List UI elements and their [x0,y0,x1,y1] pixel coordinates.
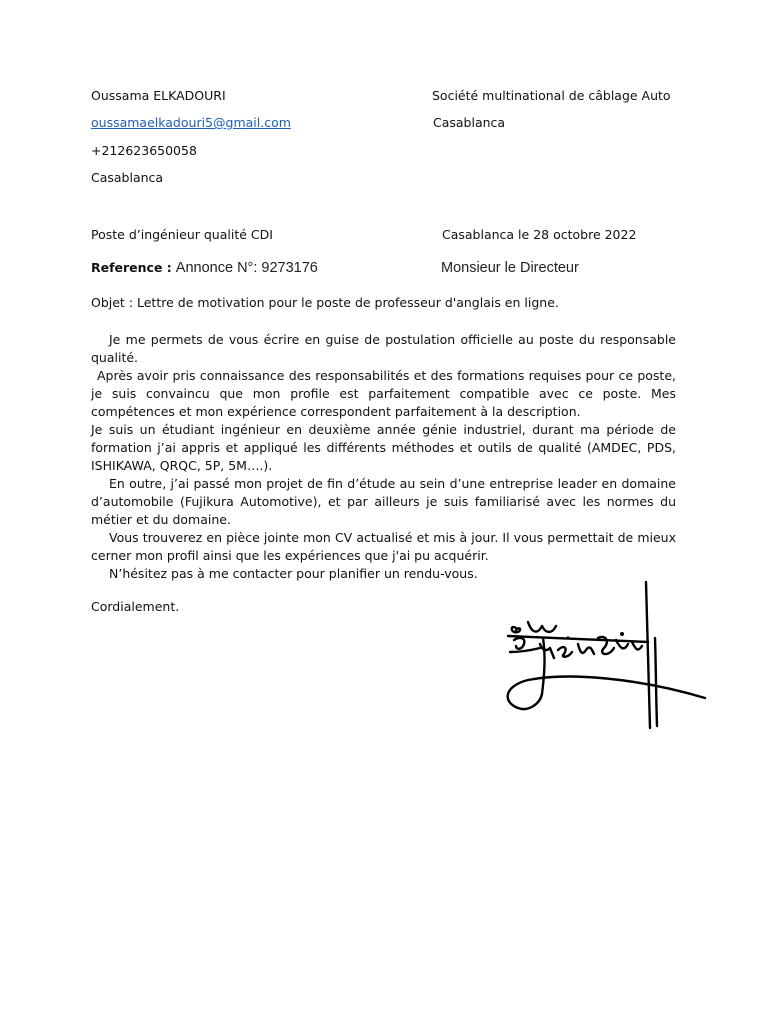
paragraph-intro: Je me permets de vous écrire en guise de postulation officielle au poste du responsable qualité. [91,332,676,365]
paragraph-attachment: Vous trouverez en pièce jointe mon CV actualisé et mis à jour. Il vous permettait de mieux cerner mon profil ainsi que les expériences que j'ai pu acquérir. [91,530,676,563]
letter-date: Casablanca le 28 octobre 2022 [442,227,637,242]
sender-email-link[interactable]: oussamaelkadouri5@gmail.com [91,115,291,130]
paragraph-qualification: Après avoir pris connaissance des responsabilités et des formations requises pour ce poste, je suis convaincu que mon profile est parfaitement compatible avec ce poste. Mes compétences et mon expérience correspondent parfaitement à la description. [91,368,676,419]
paragraph-contact: N’hésitez pas à me contacter pour planifier un rendu-vous. [109,566,478,581]
sender-name: Oussama ELKADOURI [91,88,226,103]
sender-city: Casablanca [91,170,164,185]
position-title: Poste d’ingénieur qualité CDI [91,227,273,242]
paragraph-education: Je suis un étudiant ingénieur en deuxième année génie industriel, durant ma période de formation j’ai appris et appliqué les différents méthodes et outils de qualité (AMDEC, PDS, ISHIKAWA, QRQC, 5P, 5M….). [91,422,676,473]
letter-body [91,331,676,583]
sender-phone: +212623650058 [91,143,197,158]
paragraph-experience: En outre, j’ai passé mon projet de fin d’étude au sein d’une entreprise leader en domaine d’automobile (Fujikura Automotive), et par ailleurs je suis familiarisé avec les normes du métier et du domaine. [91,476,676,527]
reference-label: Reference : [91,260,172,275]
recipient-city: Casablanca [433,115,506,130]
letter-subject: Objet : Lettre de motivation pour le poste de professeur d'anglais en ligne. [91,295,559,310]
addressee: Monsieur le Directeur [441,260,579,276]
closing: Cordialement. [91,599,180,614]
reference-line [91,260,318,276]
recipient-company: Société multinational de câblage Auto [432,88,671,103]
reference-value: Annonce N°: 9273176 [175,260,318,276]
handwritten-signature [498,578,713,738]
